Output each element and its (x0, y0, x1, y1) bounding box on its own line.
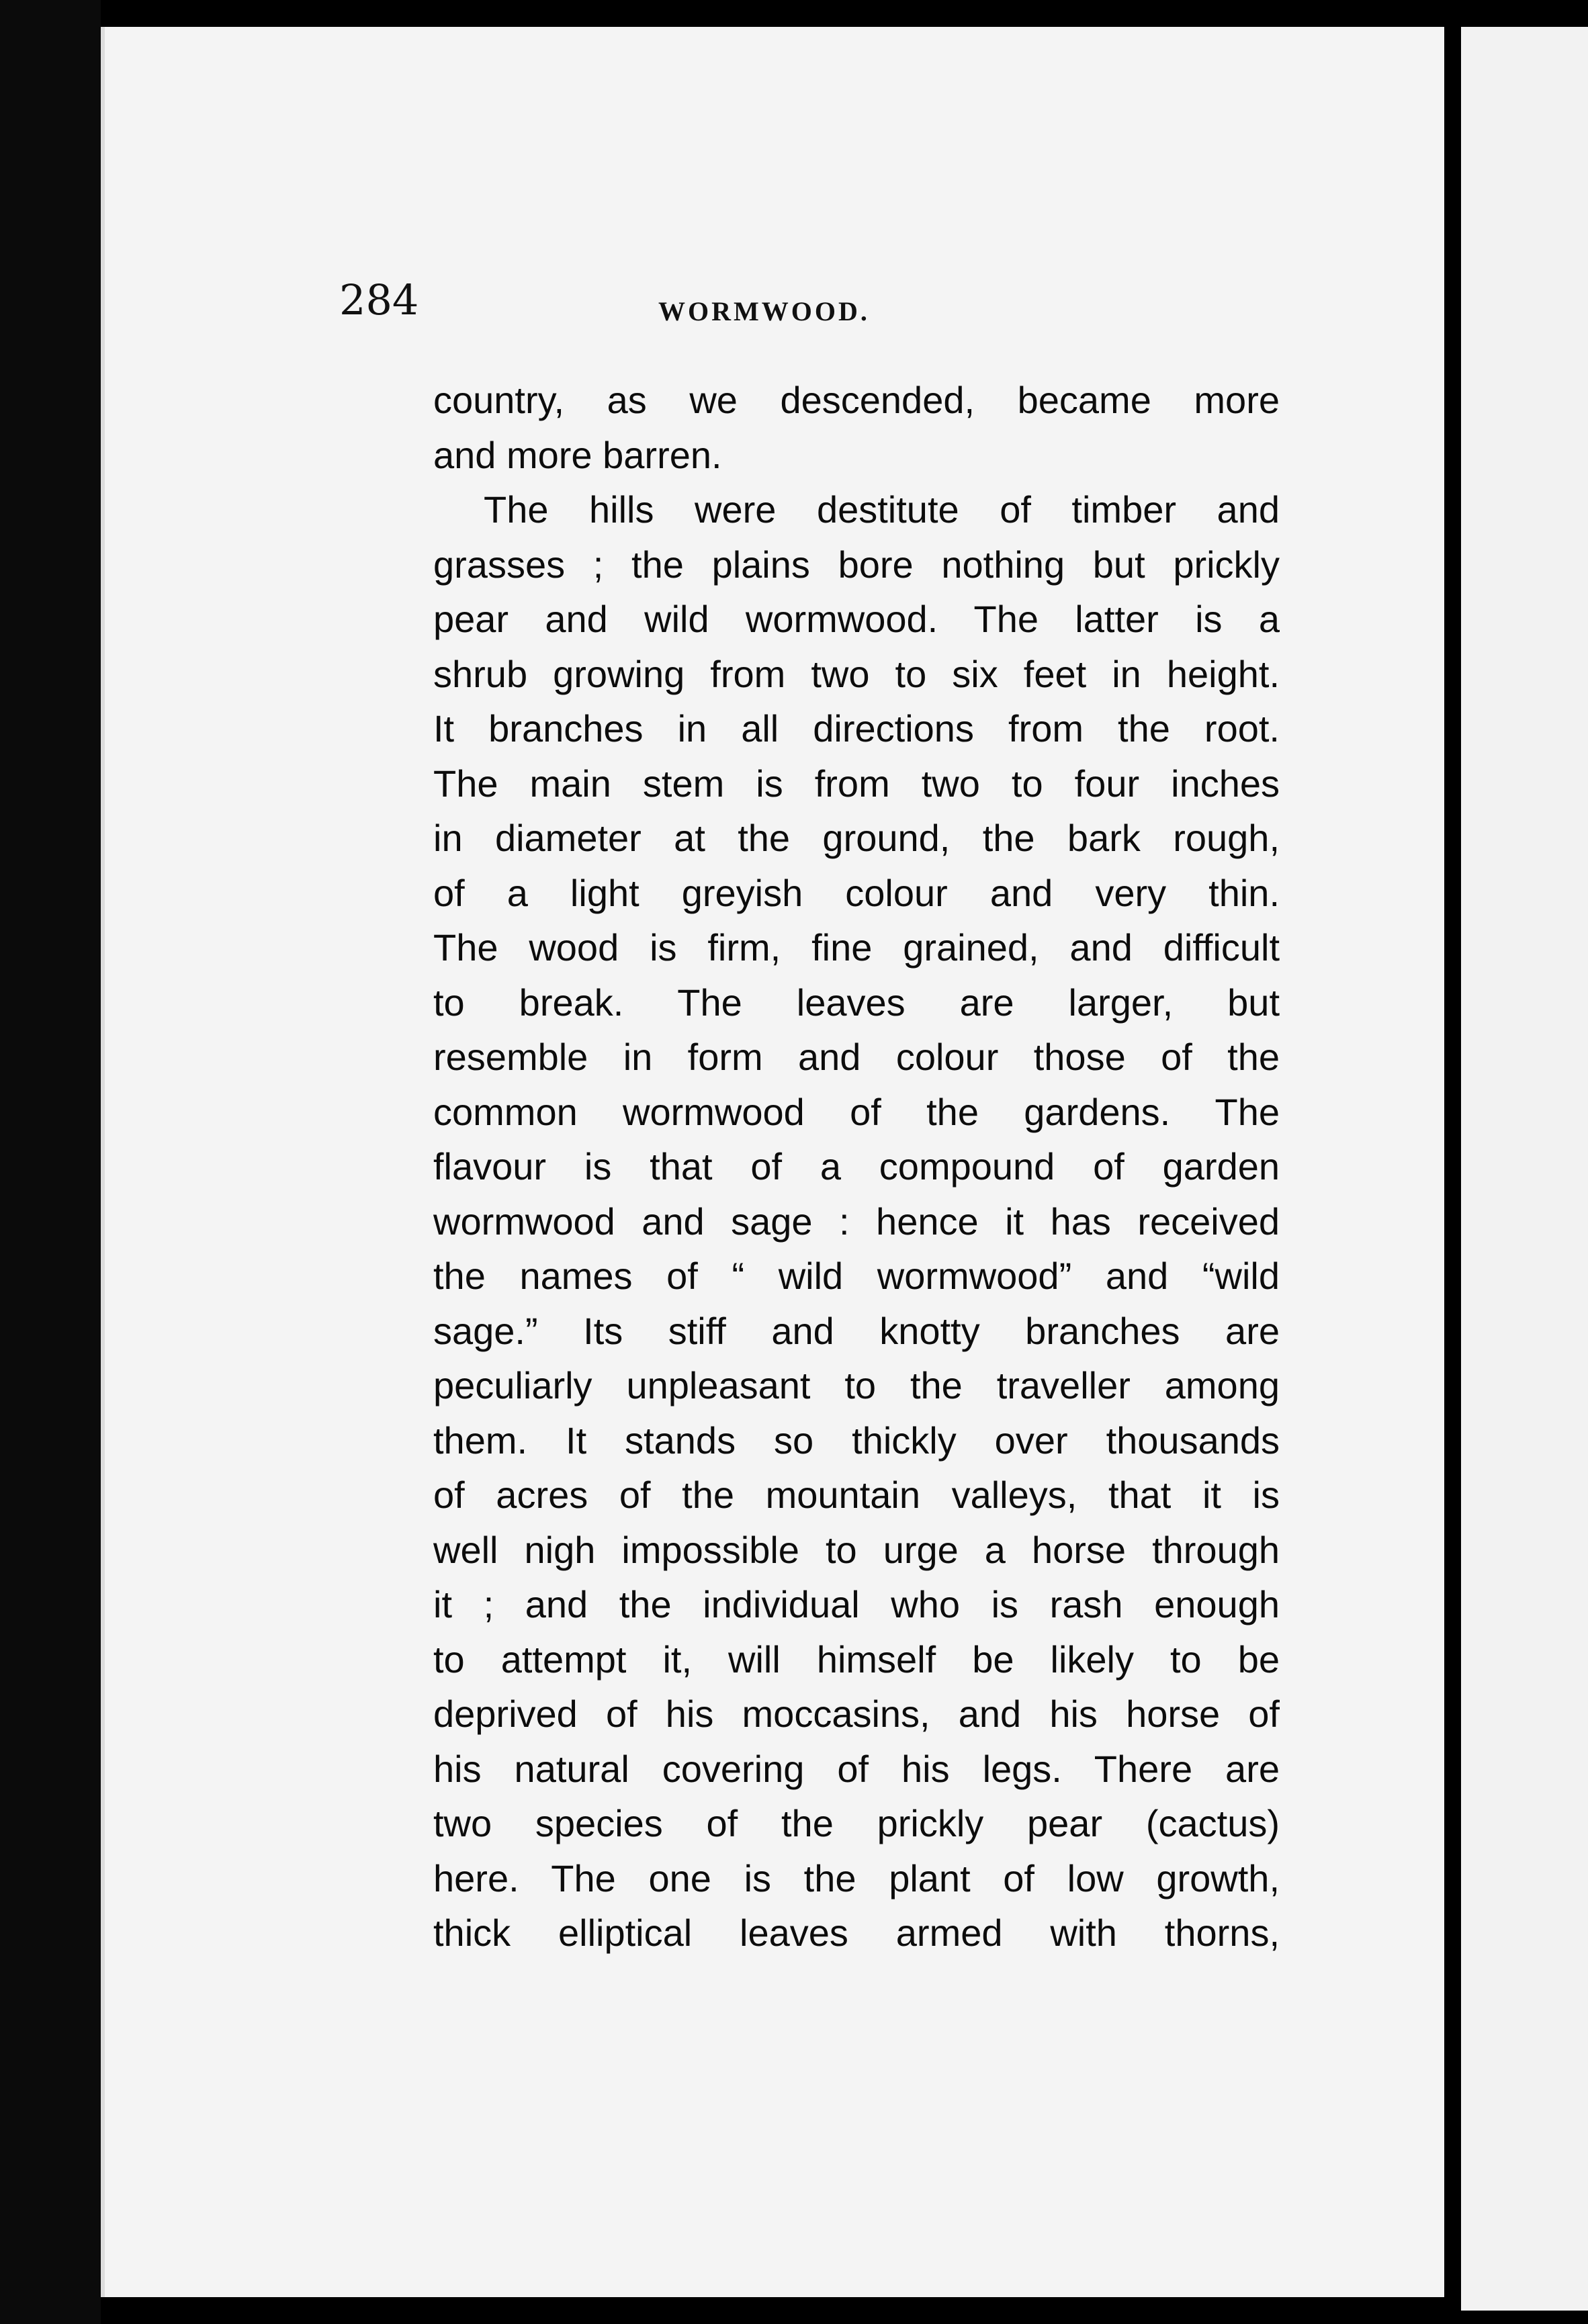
text-line: of a light greyish colour and very thin. (433, 871, 1280, 914)
text-line: of acres of the mountain valleys, that it is (433, 1474, 1280, 1516)
text-line: deprived of his moccasins, and his horse of (433, 1693, 1280, 1735)
text-line: grasses ; the plains bore nothing but prickly (433, 543, 1280, 586)
text-line: thick elliptical leaves armed with thorns, (433, 1912, 1280, 1954)
text-line: them. It stands so thickly over thousands (433, 1419, 1280, 1462)
text-line: to attempt it, will himself be likely to be (433, 1638, 1280, 1681)
text-line: The wood is firm, fine grained, and difficult (433, 926, 1280, 969)
text-line: to break. The leaves are larger, but (433, 981, 1280, 1024)
running-title: WORMWOOD. (658, 296, 870, 326)
body-text (433, 373, 1280, 1961)
text-line: The main stem is from two to four inches (433, 762, 1280, 805)
text-line: resemble in form and colour those of the (433, 1036, 1280, 1078)
page-gutter (1444, 0, 1461, 2324)
book-binding-edge (0, 0, 101, 2324)
text-line: it ; and the individual who is rash enough (433, 1583, 1280, 1625)
text-line: country, as we descended, became more (433, 379, 1280, 421)
text-line: here. The one is the plant of low growth, (433, 1857, 1280, 1900)
page-number: 284 (339, 275, 419, 324)
text-line: two species of the prickly pear (cactus) (433, 1802, 1280, 1844)
text-line: sage.” Its stiff and knotty branches are (433, 1309, 1280, 1352)
text-line: peculiarly unpleasant to the traveller among (433, 1364, 1280, 1406)
text-line: shrub growing from two to six feet in height. (433, 652, 1280, 695)
text-line: wormwood and sage : hence it has received (433, 1200, 1280, 1243)
text-line: his natural covering of his legs. There are (433, 1747, 1280, 1790)
text-line: The hills were destitute of timber and (484, 488, 1280, 531)
text-line: flavour is that of a compound of garden (433, 1145, 1280, 1188)
text-line: common wormwood of the gardens. The (433, 1090, 1280, 1133)
text-line: the names of “ wild wormwood” and “wild (433, 1255, 1280, 1297)
adjacent-page-edge (1461, 27, 1588, 2311)
text-line: in diameter at the ground, the bark rough, (433, 817, 1280, 859)
text-line: well nigh impossible to urge a horse through (433, 1528, 1280, 1571)
text-line: It branches in all directions from the root. (433, 707, 1280, 750)
page-header (339, 269, 1280, 336)
text-line: pear and wild wormwood. The latter is a (433, 598, 1280, 640)
text-line: and more barren. (433, 433, 722, 476)
